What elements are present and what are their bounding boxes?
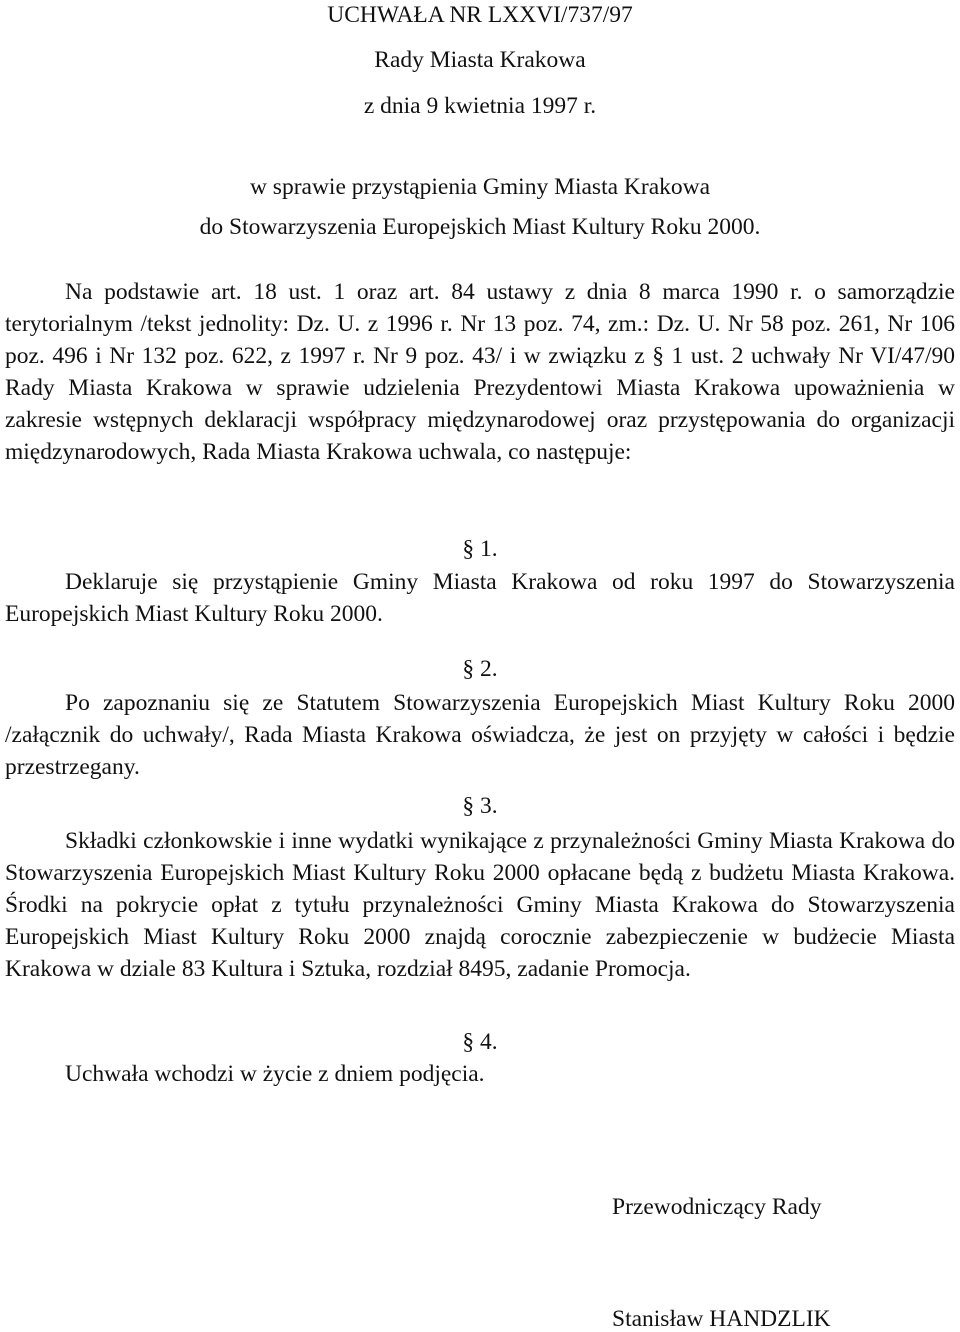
section-2-number: § 2.	[462, 656, 498, 682]
document-title: UCHWAŁA NR LXXVI/737/97	[327, 2, 633, 28]
resolution-date: z dnia 9 kwietnia 1997 r.	[363, 93, 597, 119]
section-3-text: Składki członkowskie i inne wydatki wynikające z przynależności Gminy Miasta Krakowa do Stowarzyszenia Europejskich Miast Kultury Roku 2000 opłacane będą z budżetu Miasta Krakowa. Środki na pokrycie opłat z tytułu przynależności Gminy Miasta Krakowa do Stowarzyszenia Europejskich Miast Kultury Roku 2000 znajdą corocznie zabezpieczenie w budżecie Miasta Krakowa w dziale 83 Kultura i Sztuka, rozdział 8495, zadanie Promocja.	[5, 828, 955, 982]
section-3-number: § 3.	[462, 793, 498, 819]
section-4-number: § 4.	[462, 1029, 498, 1055]
signature-name: Stanisław HANDZLIK	[612, 1306, 831, 1332]
section-1-text: Deklaruje się przystąpienie Gminy Miasta Krakowa od roku 1997 do Stowarzyszenia Europejskich Miast Kultury Roku 2000.	[5, 569, 955, 627]
issuer: Rady Miasta Krakowa	[374, 47, 586, 73]
subject-line-1: w sprawie przystąpienia Gminy Miasta Krakowa	[249, 174, 711, 200]
subject-line-2: do Stowarzyszenia Europejskich Miast Kultury Roku 2000.	[199, 214, 761, 240]
preamble: Na podstawie art. 18 ust. 1 oraz art. 84 ustawy z dnia 8 marca 1990 r. o samorządzie terytorialnym /tekst jednolity: Dz. U. z 1996 r. Nr 13 poz. 74, zm.: Dz. U. Nr 58 poz. 261, Nr 106 poz. 496 i Nr 132 poz. 622, z 1997 r. Nr 9 poz. 43/ i w związku z § 1 ust. 2 uchwały Nr VI/47/90 Rady Miasta Krakowa w sprawie udzielenia Prezydentowi Miasta Krakowa upoważnienia w zakresie wstępnych deklaracji współpracy międzynarodowej oraz przystępowania do organizacji międzynarodowych, Rada Miasta Krakowa uchwala, co następuje:	[5, 279, 955, 465]
section-4-text: Uchwała wchodzi w życie z dniem podjęcia.	[65, 1061, 485, 1087]
signature-role: Przewodniczący Rady	[612, 1194, 822, 1220]
section-1-number: § 1.	[462, 536, 498, 562]
section-2-text: Po zapoznaniu się ze Statutem Stowarzyszenia Europejskich Miast Kultury Roku 2000 /załącznik do uchwały/, Rada Miasta Krakowa oświadcza, że jest on przyjęty w całości i będzie przestrzegany.	[5, 690, 955, 780]
